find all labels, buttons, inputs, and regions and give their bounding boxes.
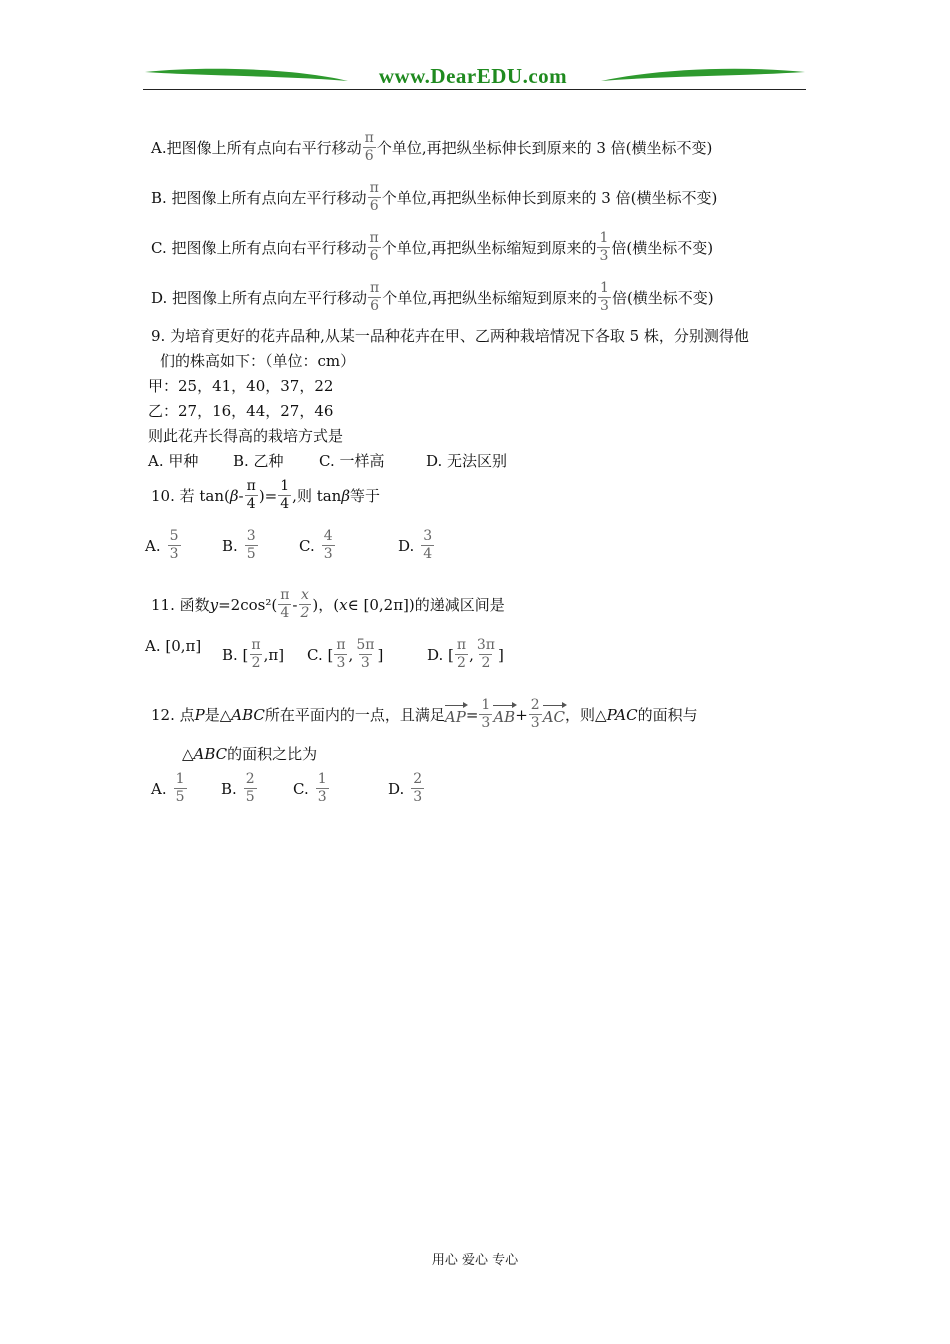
q12-option-c: C. $\frac{1}{3}$ xyxy=(293,771,327,805)
fraction: $\frac{1}{3}$ xyxy=(599,230,609,264)
q10-option-a: A. $\frac{5}{3}$ xyxy=(145,528,179,562)
fraction: $\frac{1}{3}$ xyxy=(317,771,327,805)
q9-data-jia: 甲：25，41，40，37，22 xyxy=(148,377,334,395)
fraction: $\frac{5\pi}{3}$ xyxy=(356,637,375,671)
page-footer: 用心 爱心 专心 xyxy=(431,1253,519,1268)
q11-option-d: D. [ $\frac{\pi}{2}$ , $\frac{3\pi}{2}$ ] xyxy=(427,637,504,671)
fraction: $\frac{\pi}{4}$ xyxy=(280,587,290,621)
site-logo-text: www.DearEDU.com xyxy=(378,64,568,88)
q12-option-a: A. $\frac{1}{5}$ xyxy=(151,771,185,805)
fraction: $\frac{3}{4}$ xyxy=(423,528,433,562)
q9-stem-cont: 们的株高如下：（单位：cm） xyxy=(160,352,356,370)
fraction: $\frac{3\pi}{2}$ xyxy=(476,637,495,671)
fraction: $\frac{1}{5}$ xyxy=(175,771,185,805)
q12-option-d: D. $\frac{2}{3}$ xyxy=(388,771,423,805)
vector-ap: AP xyxy=(445,704,466,726)
fraction: $\frac{1}{4}$ xyxy=(280,478,290,512)
q10-stem: 10. 若 tan( β - $\frac{\pi}{4}$ )= $\frac{1}{4}$ ,则 tan β 等于 xyxy=(151,478,381,512)
fraction: $\frac{5}{3}$ xyxy=(169,528,179,562)
q9-option-b: B. 乙种 xyxy=(233,452,284,470)
q12-option-b: B. $\frac{2}{5}$ xyxy=(221,771,255,805)
q11-option-c: C. [ $\frac{\pi}{3}$ , $\frac{5\pi}{3}$ ] xyxy=(307,637,384,671)
fraction: $\frac{1}{3}$ xyxy=(600,280,609,314)
q9-option-c: C. 一样高 xyxy=(319,452,385,470)
fraction: $\frac{1}{3}$ xyxy=(481,697,491,731)
q8-option-c: C. 把图像上所有点向右平行移动 $\frac{\pi}{6}$ 个单位,再把纵坐标缩短到原来的 $\frac{1}{3}$ 倍(横坐标不变) xyxy=(151,230,714,264)
q9-stem: 9. 为培育更好的花卉品种,从某一品种花卉在甲、乙两种栽培情况下各取 5 株，分别测得他 xyxy=(151,327,749,345)
fraction: $\frac{\pi}{6}$ xyxy=(369,180,379,214)
q8-option-b: B. 把图像上所有点向左平行移动 $\frac{\pi}{6}$ 个单位,再把纵坐标伸长到原来的 3 倍(横坐标不变) xyxy=(151,180,718,214)
fraction: $\frac{2}{5}$ xyxy=(245,771,255,805)
q11-stem: 11. 函数 y =2cos²( $\frac{\pi}{4}$ - $\frac{x}{2}$ )，( x ∈ [0,2π])的递减区间是 xyxy=(151,587,505,621)
q9-option-a: A. 甲种 xyxy=(148,452,199,470)
fraction: $\frac{\pi}{2}$ xyxy=(456,637,467,671)
fraction: $\frac{\pi}{4}$ xyxy=(246,478,256,512)
q8-option-a: A.把图像上所有点向右平行移动 $\frac{\pi}{6}$ 个单位,再把纵坐标伸长到原来的 3 倍(横坐标不变) xyxy=(151,130,713,164)
q10-option-b: B. $\frac{3}{5}$ xyxy=(222,528,256,562)
q9-question: 则此花卉长得高的栽培方式是 xyxy=(148,427,344,445)
fraction: $\frac{\pi}{6}$ xyxy=(369,230,379,264)
fraction: $\frac{4}{3}$ xyxy=(323,528,333,562)
fraction: $\frac{\pi}{6}$ xyxy=(370,280,380,314)
fraction: $\frac{\pi}{2}$ xyxy=(251,637,261,671)
q9-option-d: D. 无法区别 xyxy=(426,452,508,470)
q10-option-c: C. $\frac{4}{3}$ xyxy=(299,528,333,562)
q12-stem-cont: △ ABC 的面积之比为 xyxy=(182,744,318,763)
fraction: $\frac{\pi}{6}$ xyxy=(364,130,374,164)
fraction: $\frac{2}{3}$ xyxy=(530,697,540,731)
q11-option-b: B. [ $\frac{\pi}{2}$ ,π] xyxy=(222,637,285,671)
q12-stem: 12. 点 P 是△ ABC 所在平面内的一点，且满足 AP = $\frac{1}{3}$ AB + $\frac{2}{3}$ AC ，则△ PAC 的面积与 xyxy=(151,697,698,731)
vector-ab: AB xyxy=(493,704,515,726)
fraction: $\frac{2}{3}$ xyxy=(413,771,423,805)
fraction: $\frac{\pi}{3}$ xyxy=(336,637,346,671)
q9-data-yi: 乙：27，16，44，27，46 xyxy=(148,402,334,420)
fraction: $\frac{3}{5}$ xyxy=(246,528,256,562)
site-header xyxy=(143,64,806,92)
vector-ac: AC xyxy=(543,704,565,726)
header-rule xyxy=(143,89,806,90)
q8-option-d: D. 把图像上所有点向左平行移动 $\frac{\pi}{6}$ 个单位,再把纵坐标缩短到原来的 $\frac{1}{3}$ 倍(横坐标不变) xyxy=(151,280,714,314)
q10-option-d: D. $\frac{3}{4}$ xyxy=(398,528,433,562)
fraction: $\frac{x}{2}$ xyxy=(300,587,310,621)
q11-option-a: A. [0,π] xyxy=(145,637,202,655)
